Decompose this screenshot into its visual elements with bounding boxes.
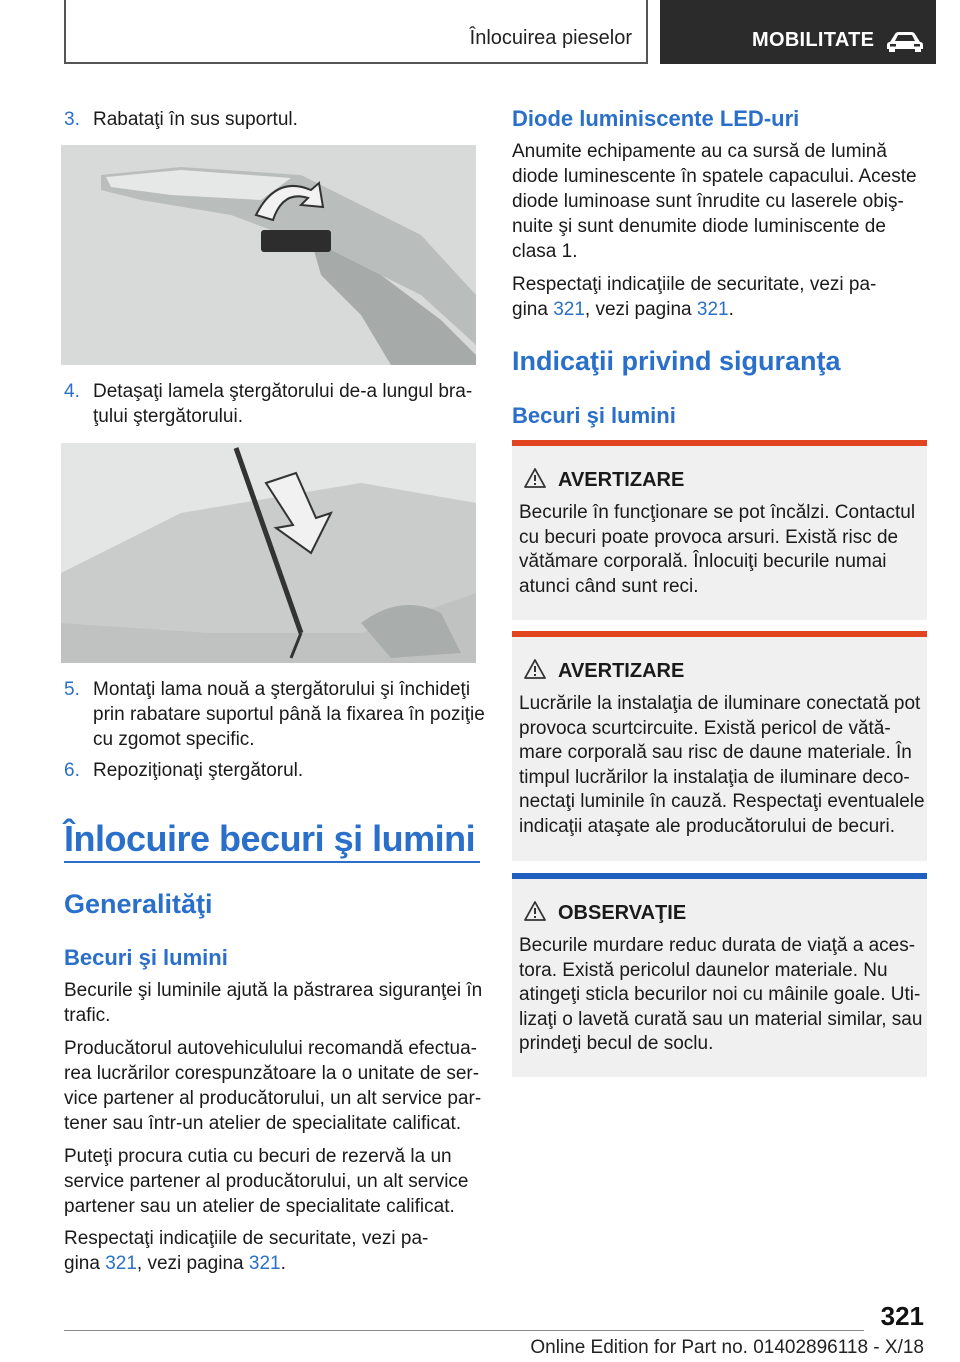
warning-line: nectaţi luminile în cauză. Respectaţi eventualele <box>519 791 925 812</box>
paragraph-line: vice partener al producătorului, un alt service par‐ <box>64 1088 482 1109</box>
warning-line: provoca scurtcircuite. Există pericol de vătă‐ <box>519 717 891 739</box>
paragraph-line: Respectaţi indicaţiile de securitate, vezi pa‐ <box>512 274 877 295</box>
page-link[interactable]: 321 <box>696 299 729 320</box>
warning-line: mare corporală sau risc de daune materiale. În <box>519 742 912 763</box>
step-5 <box>64 677 485 750</box>
paragraph-line: Producătorul autovehiculului recomandă efectua‐ <box>64 1038 477 1059</box>
warning-triangle-icon <box>524 901 546 921</box>
header-chapter-title: MOBILITATE <box>752 29 875 51</box>
car-icon <box>886 30 924 52</box>
wiper-blade-image <box>61 443 476 663</box>
topic-title-bulbs: Becuri şi lumini <box>512 403 676 428</box>
step-number: 3. <box>64 109 80 130</box>
paragraph-line: service partener al producătorului, un alt service <box>64 1171 469 1192</box>
paragraph-line: Anumite echipamente au ca sursă de lumină <box>512 141 887 162</box>
notice-text <box>519 934 925 1057</box>
step-text: Rabataţi în sus suportul. <box>93 109 298 130</box>
paragraph-line: clasa 1. <box>512 241 578 262</box>
led-reference <box>512 272 932 322</box>
led-paragraph <box>512 139 932 264</box>
step-text-line: cu zgomot specific. <box>93 729 255 750</box>
header-section-title: Înlocuirea pieselor <box>469 27 632 49</box>
warning-title: AVERTIZARE <box>558 469 685 491</box>
step-text: Repoziţionaţi ştergătorul. <box>93 760 304 781</box>
warning-box-1 <box>512 440 927 620</box>
text: . <box>728 299 734 320</box>
step-3 <box>64 107 298 132</box>
paragraph-line: Puteţi procura cutia cu becuri de rezervă la un <box>64 1146 452 1167</box>
warning-bar <box>512 440 927 446</box>
notice-line: lizaţi o lavetă curată sau un material similar, sau <box>519 1008 923 1030</box>
footer-rule <box>64 1330 864 1331</box>
notice-box <box>512 873 927 1077</box>
warning-line: indicaţii ataşate ale producătorului de becuri. <box>519 815 896 837</box>
paragraph-line: Becurile şi luminile ajută la păstrarea siguranţei în <box>64 980 483 1001</box>
notice-line: atingeţi sticla becurilor noi cu mâinile goale. Uti‐ <box>519 984 921 1005</box>
paragraph-line: Respectaţi indicaţiile de securitate, vezi pa‐ <box>64 1228 429 1249</box>
paragraph-line: diode luminescente în spatele capacului. Aceste <box>512 166 917 187</box>
text: , vezi pagina <box>136 1253 249 1274</box>
warning-triangle-icon <box>524 659 546 679</box>
step-text-line: Montaţi lama nouă a ştergătorului şi închideţi <box>93 679 471 700</box>
text: gina <box>512 299 554 320</box>
page-link[interactable]: 321 <box>248 1253 281 1274</box>
step-text-line: Detaşaţi lamela ştergătorului de-a lungul bra‐ <box>93 381 473 402</box>
subsection-title: Generalităţi <box>64 889 213 919</box>
warning-box-2 <box>512 631 927 861</box>
page-link[interactable]: 321 <box>105 1253 137 1274</box>
warning-triangle-icon <box>524 468 546 488</box>
step-4 <box>64 379 484 427</box>
paragraph-line: tener sau într-un atelier de specialitate calificat. <box>64 1113 462 1134</box>
wiper-arm-image <box>61 145 476 365</box>
page-link[interactable]: 321 <box>553 299 585 320</box>
warning-line: vătămare corporală. Înlocuiţi becurile numai <box>519 551 887 572</box>
warning-line: cu becuri poate provoca arsuri. Există risc de <box>519 526 899 548</box>
warning-line: atunci când sunt reci. <box>519 575 699 597</box>
header-section-box <box>64 0 648 64</box>
step-number: 5. <box>64 679 80 700</box>
paragraph-line: nuite şi sunt denumite diode luminiscente de <box>512 216 886 237</box>
notice-title: OBSERVAŢIE <box>558 902 687 924</box>
paragraph-3 <box>64 1144 484 1219</box>
footer-edition: Online Edition for Part no. 01402896118 - X/18 <box>530 1337 924 1358</box>
step-6 <box>64 758 304 783</box>
paragraph-1 <box>64 978 484 1028</box>
section-rule <box>64 861 480 863</box>
warning-line: Lucrările la instalaţia de iluminare conectată pot <box>519 693 921 714</box>
section-title: Înlocuire becuri şi lumini <box>64 818 476 859</box>
notice-line: Becurile murdare reduc durata de viaţă a aces‐ <box>519 935 916 956</box>
notice-line: prindeţi becul de soclu. <box>519 1033 714 1054</box>
text: , vezi pagina <box>584 299 697 320</box>
paragraph-line: diode luminoase sunt înrudite cu laserele obiş‐ <box>512 191 904 212</box>
step-text-line: prin rabatare suportul până la fixarea în poziţie <box>93 704 485 725</box>
text: gina <box>64 1253 106 1274</box>
paragraph-4 <box>64 1226 484 1276</box>
warning-text <box>519 501 925 599</box>
warning-bar <box>512 631 927 637</box>
paragraph-line: rea lucrărilor corespunzătoare la o unitate de ser‐ <box>64 1063 480 1084</box>
warning-text <box>519 692 925 839</box>
topic-title: Becuri şi lumini <box>64 945 228 970</box>
subsection-title-safety: Indicaţii privind siguranţa <box>512 346 841 376</box>
paragraph-line: trafic. <box>64 1005 111 1026</box>
warning-title: AVERTIZARE <box>558 660 685 682</box>
warning-line: Becurile în funcţionare se pot încălzi. Contactul <box>519 502 916 523</box>
header-chapter-tab <box>660 0 936 64</box>
notice-bar <box>512 873 927 879</box>
topic-title-led: Diode luminiscente LED-uri <box>512 106 800 131</box>
paragraph-line: partener sau un atelier de specialitate calificat. <box>64 1196 455 1217</box>
step-number: 4. <box>64 381 80 402</box>
step-number: 6. <box>64 760 80 781</box>
paragraph-2 <box>64 1036 484 1136</box>
text: . <box>280 1253 286 1274</box>
warning-line: timpul lucrărilor la instalaţia de iluminare deco‐ <box>519 766 910 788</box>
page-number: 321 <box>880 1301 924 1331</box>
notice-line: tora. Există pericolul daunelor materiale. Nu <box>519 959 888 981</box>
step-text-line: ţului ştergătorului. <box>93 406 243 427</box>
